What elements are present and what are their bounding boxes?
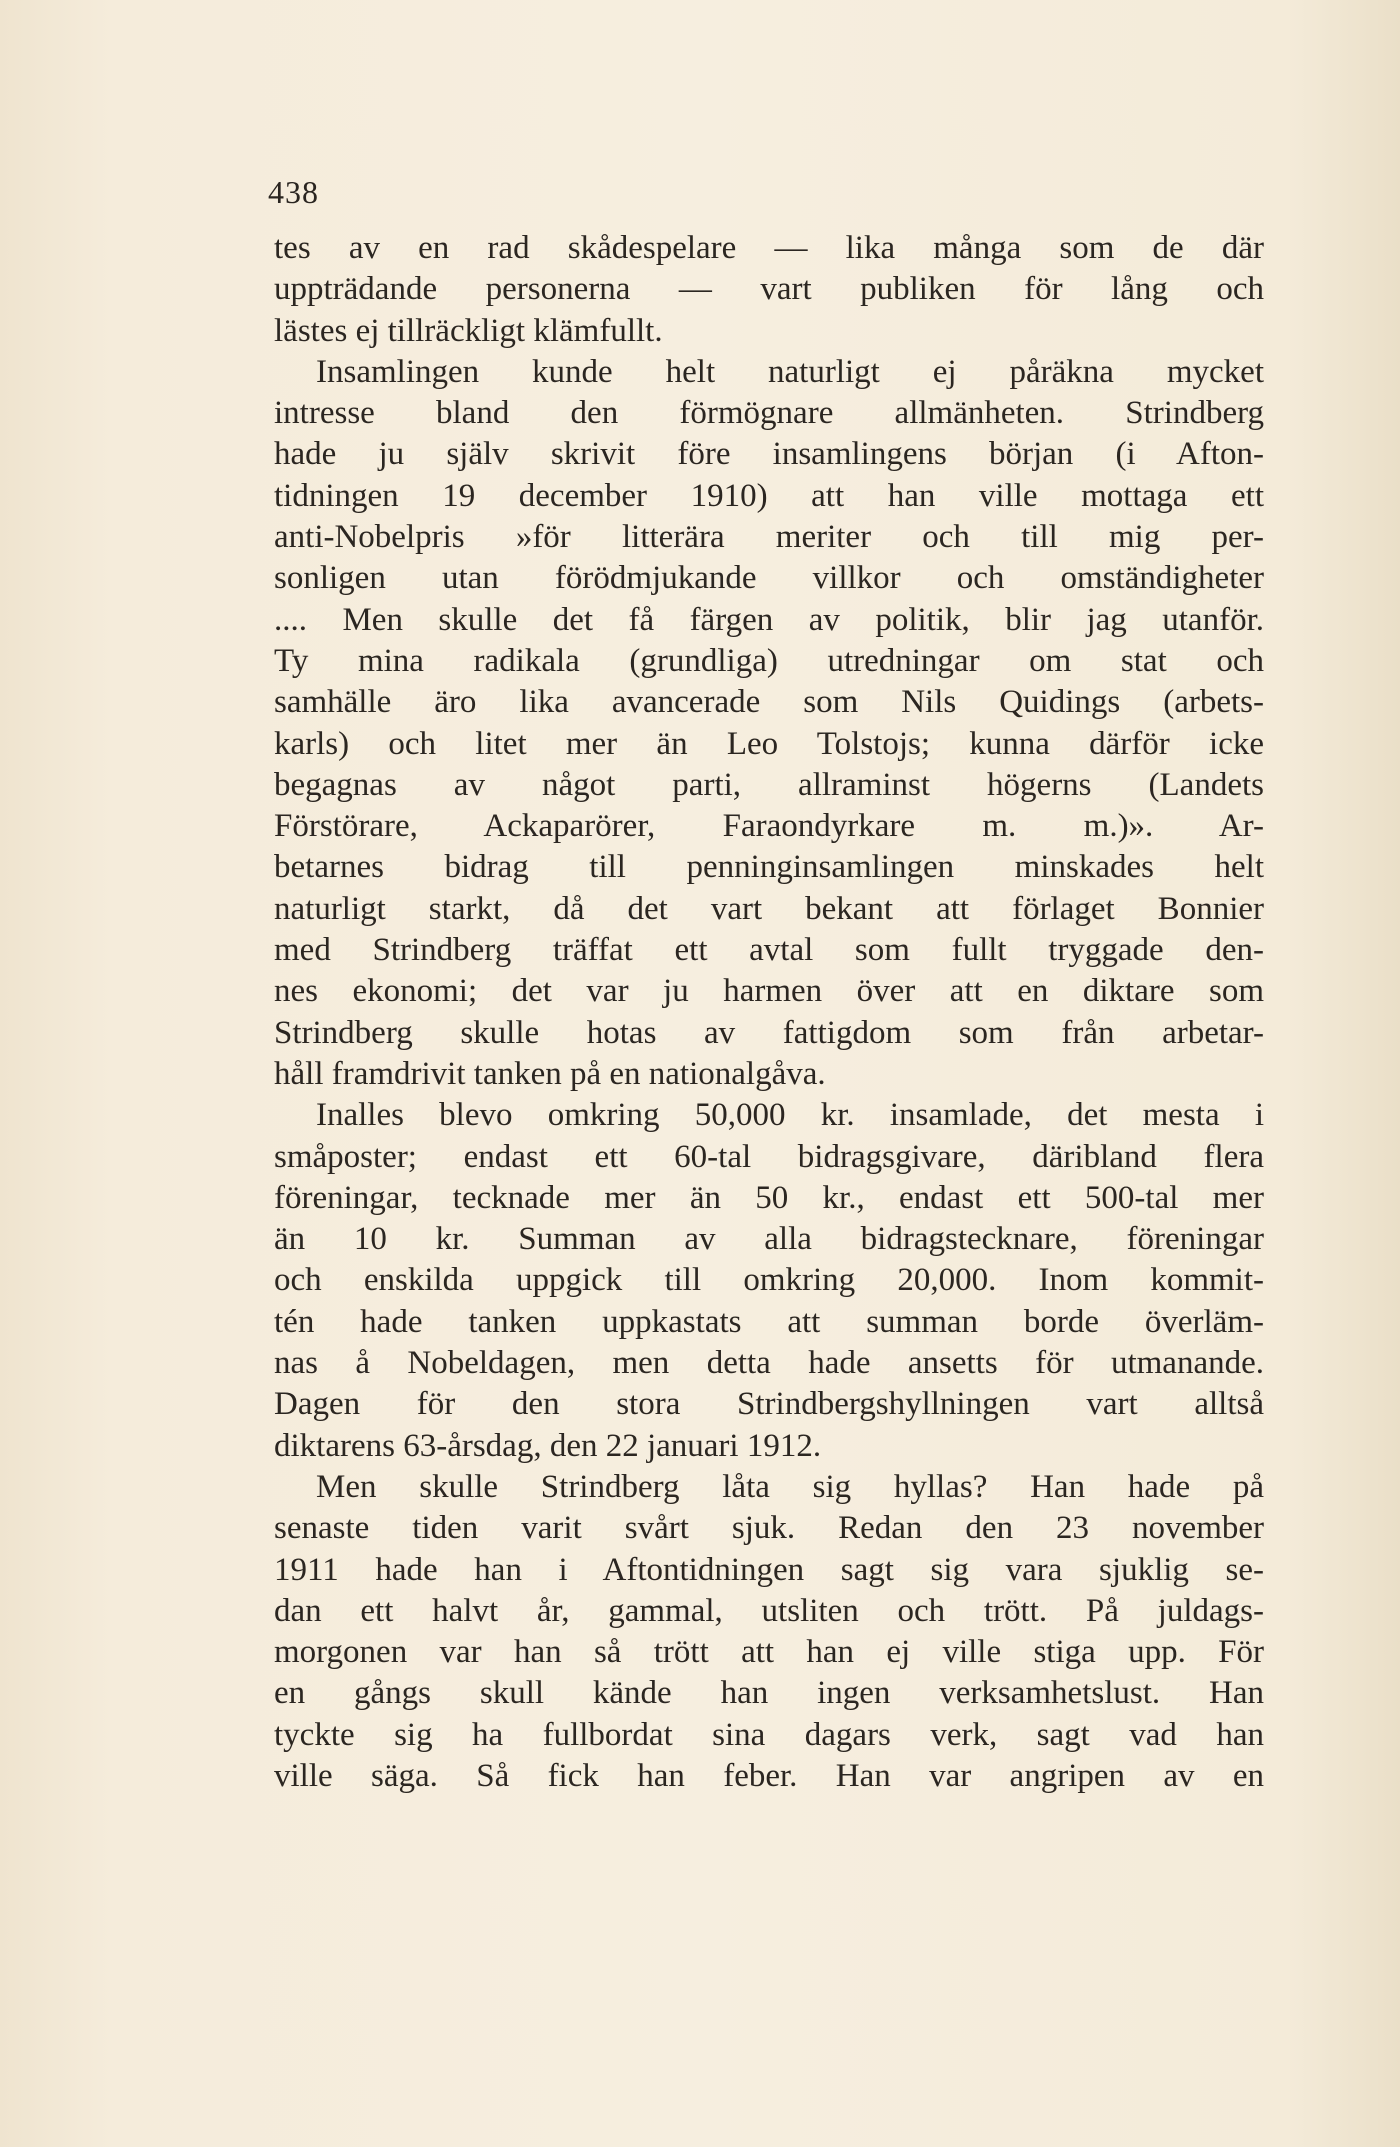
text-line: småposter; endast ett 60-tal bidragsgivare, däribland flera xyxy=(274,1138,1264,1175)
text-line: Inalles blevo omkring 50,000 kr. insamlade, det mesta i xyxy=(316,1097,1264,1134)
text-line: karls) och litet mer än Leo Tolstojs; kunna därför icke xyxy=(274,725,1264,762)
text-line: nas å Nobeldagen, men detta hade ansetts för utmanande. xyxy=(274,1345,1264,1382)
text-line: Insamlingen kunde helt naturligt ej påräkna mycket xyxy=(316,353,1264,390)
text-line: en gångs skull kände han ingen verksamhetslust. Han xyxy=(274,1675,1264,1712)
text-line: Strindberg skulle hotas av fattigdom som från arbetar- xyxy=(274,1014,1264,1051)
body-text xyxy=(274,228,1264,1797)
text-line: sonligen utan förödmjukande villkor och omständigheter xyxy=(274,560,1264,597)
text-line: än 10 kr. Summan av alla bidragstecknare, föreningar xyxy=(274,1221,1264,1258)
text-line: tén hade tanken uppkastats att summan borde överläm- xyxy=(274,1303,1264,1340)
text-line: betarnes bidrag till penninginsamlingen minskades helt xyxy=(274,849,1264,886)
text-line: ville säga. Så fick han feber. Han var angripen av en xyxy=(274,1757,1264,1794)
text-line: senaste tiden varit svårt sjuk. Redan den 23 november xyxy=(274,1510,1264,1547)
text-line: Ty mina radikala (grundliga) utredningar om stat och xyxy=(274,642,1264,679)
text-line: tidningen 19 december 1910) att han ville mottaga ett xyxy=(274,477,1264,514)
text-line: nes ekonomi; det var ju harmen över att en diktare som xyxy=(274,973,1264,1010)
text-line: naturligt starkt, då det vart bekant att förlaget Bonnier xyxy=(274,890,1264,927)
text-line: lästes ej tillräckligt klämfullt. xyxy=(274,312,663,349)
text-line: .... Men skulle det få färgen av politik, blir jag utanför. xyxy=(274,601,1264,638)
text-line: håll framdrivit tanken på en nationalgåva. xyxy=(274,1055,826,1092)
text-line: uppträdande personerna — vart publiken för lång och xyxy=(274,271,1264,308)
text-line: samhälle äro lika avancerade som Nils Quidings (arbets- xyxy=(274,684,1264,721)
text-line: föreningar, tecknade mer än 50 kr., endast ett 500-tal mer xyxy=(274,1179,1264,1216)
text-line: intresse bland den förmögnare allmänheten. Strindberg xyxy=(274,395,1264,432)
text-line: dan ett halvt år, gammal, utsliten och trött. På juldags- xyxy=(274,1592,1264,1629)
text-line: tes av en rad skådespelare — lika många som de där xyxy=(274,230,1264,266)
text-line: med Strindberg träffat ett avtal som fullt tryggade den- xyxy=(274,932,1264,969)
text-line: tyckte sig ha fullbordat sina dagars verk, sagt vad han xyxy=(274,1716,1264,1753)
text-line: morgonen var han så trött att han ej ville stiga upp. För xyxy=(274,1634,1264,1671)
text-line: och enskilda uppgick till omkring 20,000. Inom kommit- xyxy=(274,1262,1264,1299)
text-line: 1911 hade han i Aftontidningen sagt sig vara sjuklig se- xyxy=(274,1551,1264,1588)
page-number: 438 xyxy=(268,174,319,210)
text-line: Dagen för den stora Strindbergshyllningen vart alltså xyxy=(274,1386,1264,1423)
text-line: Förstörare, Ackaparörer, Faraondyrkare m. m.)». Ar- xyxy=(274,808,1264,845)
text-line: hade ju själv skrivit före insamlingens början (i Afton- xyxy=(274,436,1264,473)
text-line: begagnas av något parti, allraminst högerns (Landets xyxy=(274,766,1264,803)
text-line: Men skulle Strindberg låta sig hyllas? Han hade på xyxy=(316,1468,1264,1505)
text-line: anti-Nobelpris »för litterära meriter och till mig per- xyxy=(274,519,1264,556)
text-line: diktarens 63-årsdag, den 22 januari 1912. xyxy=(274,1427,822,1464)
